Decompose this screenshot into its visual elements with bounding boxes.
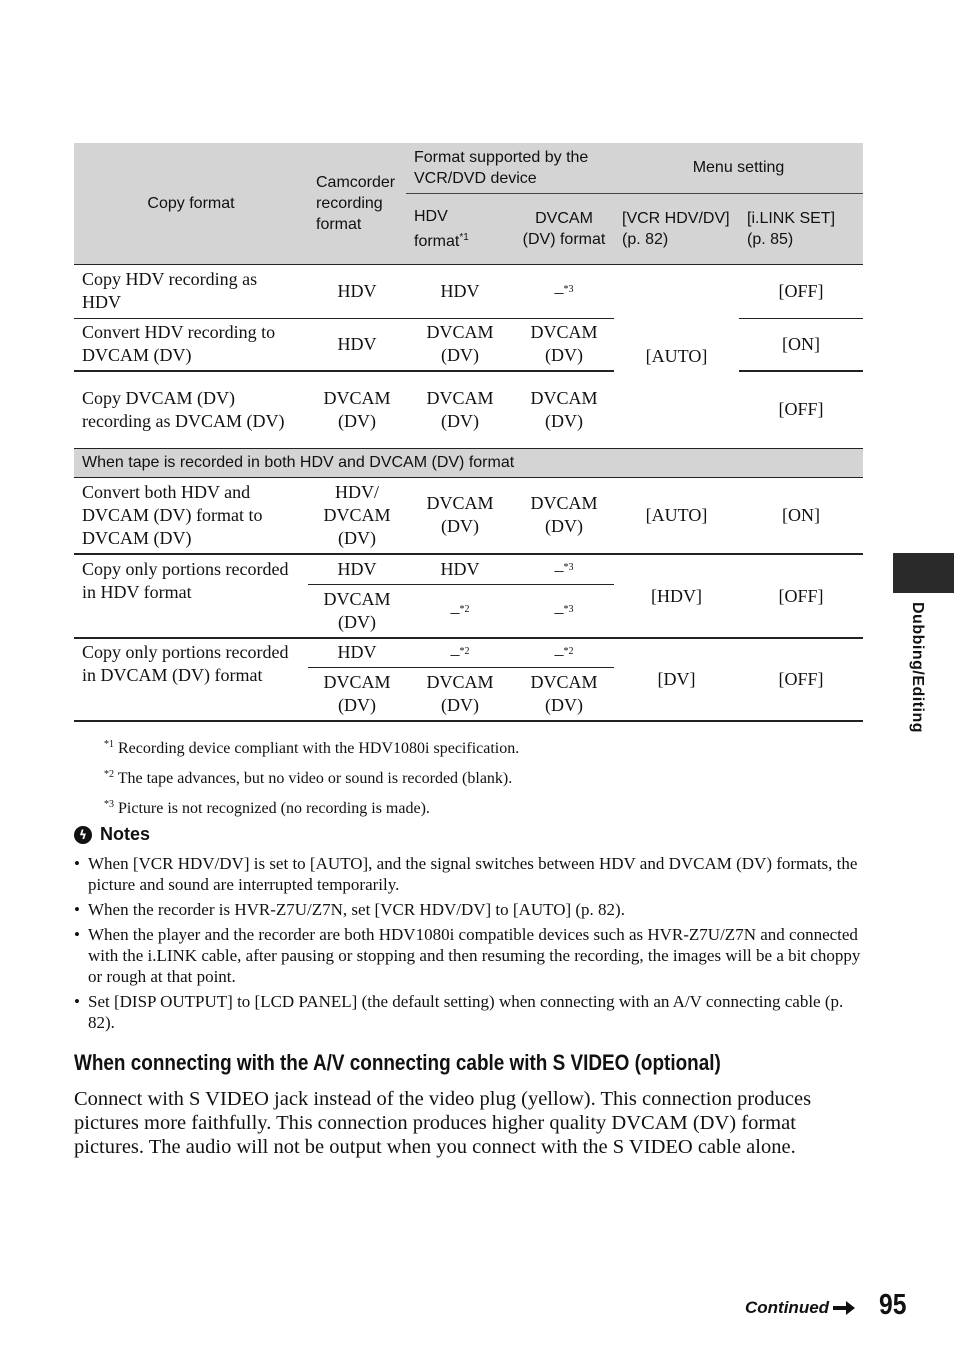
cell-dvcam: –$^{*3}$	[554, 560, 574, 581]
cell-hdv: –$^{*2}$	[450, 643, 470, 664]
cell-hdv: HDV	[406, 264, 514, 318]
list-item: • When the player and the recorder are both HDV1080i compatible devices such as HVR-Z7U/Z7N and connected with the i.LINK cable, after pausing or stopping and then resuming the recording, the images will be a bit choppy or rough at that point.	[74, 924, 864, 987]
cell-dvcam: DVCAM (DV)	[514, 318, 614, 371]
list-item: • When the recorder is HVR-Z7U/Z7N, set [VCR HDV/DV] to [AUTO] (p. 82).	[74, 899, 864, 920]
row-label: Copy only portions recorded in HDV format	[74, 554, 308, 638]
footnotes	[104, 732, 519, 822]
arrow-right-icon	[833, 1301, 855, 1315]
cell-camcorder: DVCAM (DV)	[308, 667, 406, 721]
page-number: 95	[879, 1289, 907, 1321]
cell-vcr-auto: [AUTO]	[614, 264, 739, 448]
cell-hdv: DVCAM (DV)	[406, 371, 514, 448]
footnote: $^{*1}$ Recording device compliant with the HDV1080i specification.	[104, 739, 520, 757]
header-hdv-format: HDV format$^{*1}$	[406, 193, 514, 264]
cell-dvcam: –$^{*3}$	[514, 264, 614, 318]
cell-hdv: –$^{*2}$	[406, 584, 514, 638]
cell-camcorder: DVCAM (DV)	[308, 584, 406, 638]
footnote: $^{*2}$ The tape advances, but no video or sound is recorded (blank).	[104, 769, 513, 787]
cell-hdv: DVCAM (DV)	[406, 667, 514, 721]
cell-dvcam: –$^{*2}$	[554, 643, 574, 664]
section-heading: When connecting with the A/V connecting cable with S VIDEO (optional)	[74, 1050, 721, 1075]
copy-format-table	[74, 143, 863, 722]
header-copy-format: Copy format	[74, 143, 308, 264]
cell-camcorder: HDV	[308, 318, 406, 371]
section-body: Connect with S VIDEO jack instead of the video plug (yellow). This connection produces pictures more faithfully. This connection produces higher quality DVCAM (DV) format pictures. The audio will not be output when you connect with the S VIDEO cable alone.	[74, 1088, 812, 1158]
cell-hdv: HDV	[440, 558, 480, 579]
cell-ilink: [ON]	[739, 318, 863, 371]
cell-hdv: DVCAM (DV)	[406, 318, 514, 371]
cell-hdv: DVCAM (DV)	[406, 477, 514, 554]
list-item: • Set [DISP OUTPUT] to [LCD PANEL] (the default setting) when connecting with an A/V connecting cable (p. 82).	[74, 991, 864, 1033]
cell-vcr: [DV]	[614, 638, 739, 721]
cell-vcr: [AUTO]	[614, 477, 739, 554]
cell-dvcam: DVCAM (DV)	[514, 477, 614, 554]
table-subheading-row	[74, 448, 863, 477]
list-item: • When [VCR HDV/DV] is set to [AUTO], and the signal switches between HDV and DVCAM (DV) formats, the picture and sound are interrupted temporarily.	[74, 853, 864, 895]
row-label: Convert both HDV and DVCAM (DV) format to DVCAM (DV)	[74, 477, 308, 554]
row-label: Copy DVCAM (DV) recording as DVCAM (DV)	[74, 371, 308, 448]
chapter-tab	[893, 553, 954, 593]
notes-heading: ϟ Notes	[74, 824, 150, 845]
cell-dvcam: DVCAM (DV)	[514, 667, 614, 721]
header-dvcam-format: DVCAM (DV) format	[514, 193, 614, 264]
cell-ilink: [ON]	[739, 477, 863, 554]
notes-list	[74, 853, 864, 1037]
table-subheading: When tape is recorded in both HDV and DVCAM (DV) format	[74, 448, 863, 477]
table-row	[74, 318, 863, 371]
header-vcr-hdvdv: [VCR HDV/DV] (p. 82)	[614, 193, 739, 264]
cell-camcorder: HDV	[337, 642, 377, 663]
cell-ilink: [OFF]	[739, 638, 863, 721]
table-row	[74, 264, 863, 318]
row-label: Convert HDV recording to DVCAM (DV)	[74, 318, 308, 371]
cell-dvcam: –$^{*3}$	[514, 584, 614, 638]
cell-camcorder: HDV	[337, 558, 377, 579]
table-row	[74, 371, 863, 448]
header-camcorder-format: Camcorder recording format	[308, 143, 406, 264]
header-ilink-set: [i.LINK SET] (p. 85)	[739, 193, 863, 264]
row-label: Copy HDV recording as HDV	[74, 264, 308, 318]
chapter-label: Dubbing/Editing	[909, 602, 926, 734]
header-menu-setting: Menu setting	[614, 143, 863, 193]
continued-indicator: Continued	[745, 1298, 855, 1318]
cell-camcorder: HDV/ DVCAM (DV)	[308, 477, 406, 554]
table-row	[74, 477, 863, 554]
cell-vcr: [HDV]	[614, 554, 739, 638]
cell-camcorder: HDV	[308, 264, 406, 318]
table-row	[74, 554, 863, 584]
cell-camcorder: DVCAM (DV)	[308, 371, 406, 448]
note-icon: ϟ	[74, 826, 92, 844]
cell-ilink: [OFF]	[739, 371, 863, 448]
cell-ilink: [OFF]	[739, 264, 863, 318]
table-row	[74, 638, 863, 667]
footnote: $^{*3}$ Picture is not recognized (no recording is made).	[104, 799, 430, 817]
row-label: Copy only portions recorded in DVCAM (DV) format	[74, 638, 308, 721]
cell-dvcam: DVCAM (DV)	[514, 371, 614, 448]
header-vcr-format: Format supported by the VCR/DVD device	[406, 143, 614, 193]
cell-ilink: [OFF]	[739, 554, 863, 638]
